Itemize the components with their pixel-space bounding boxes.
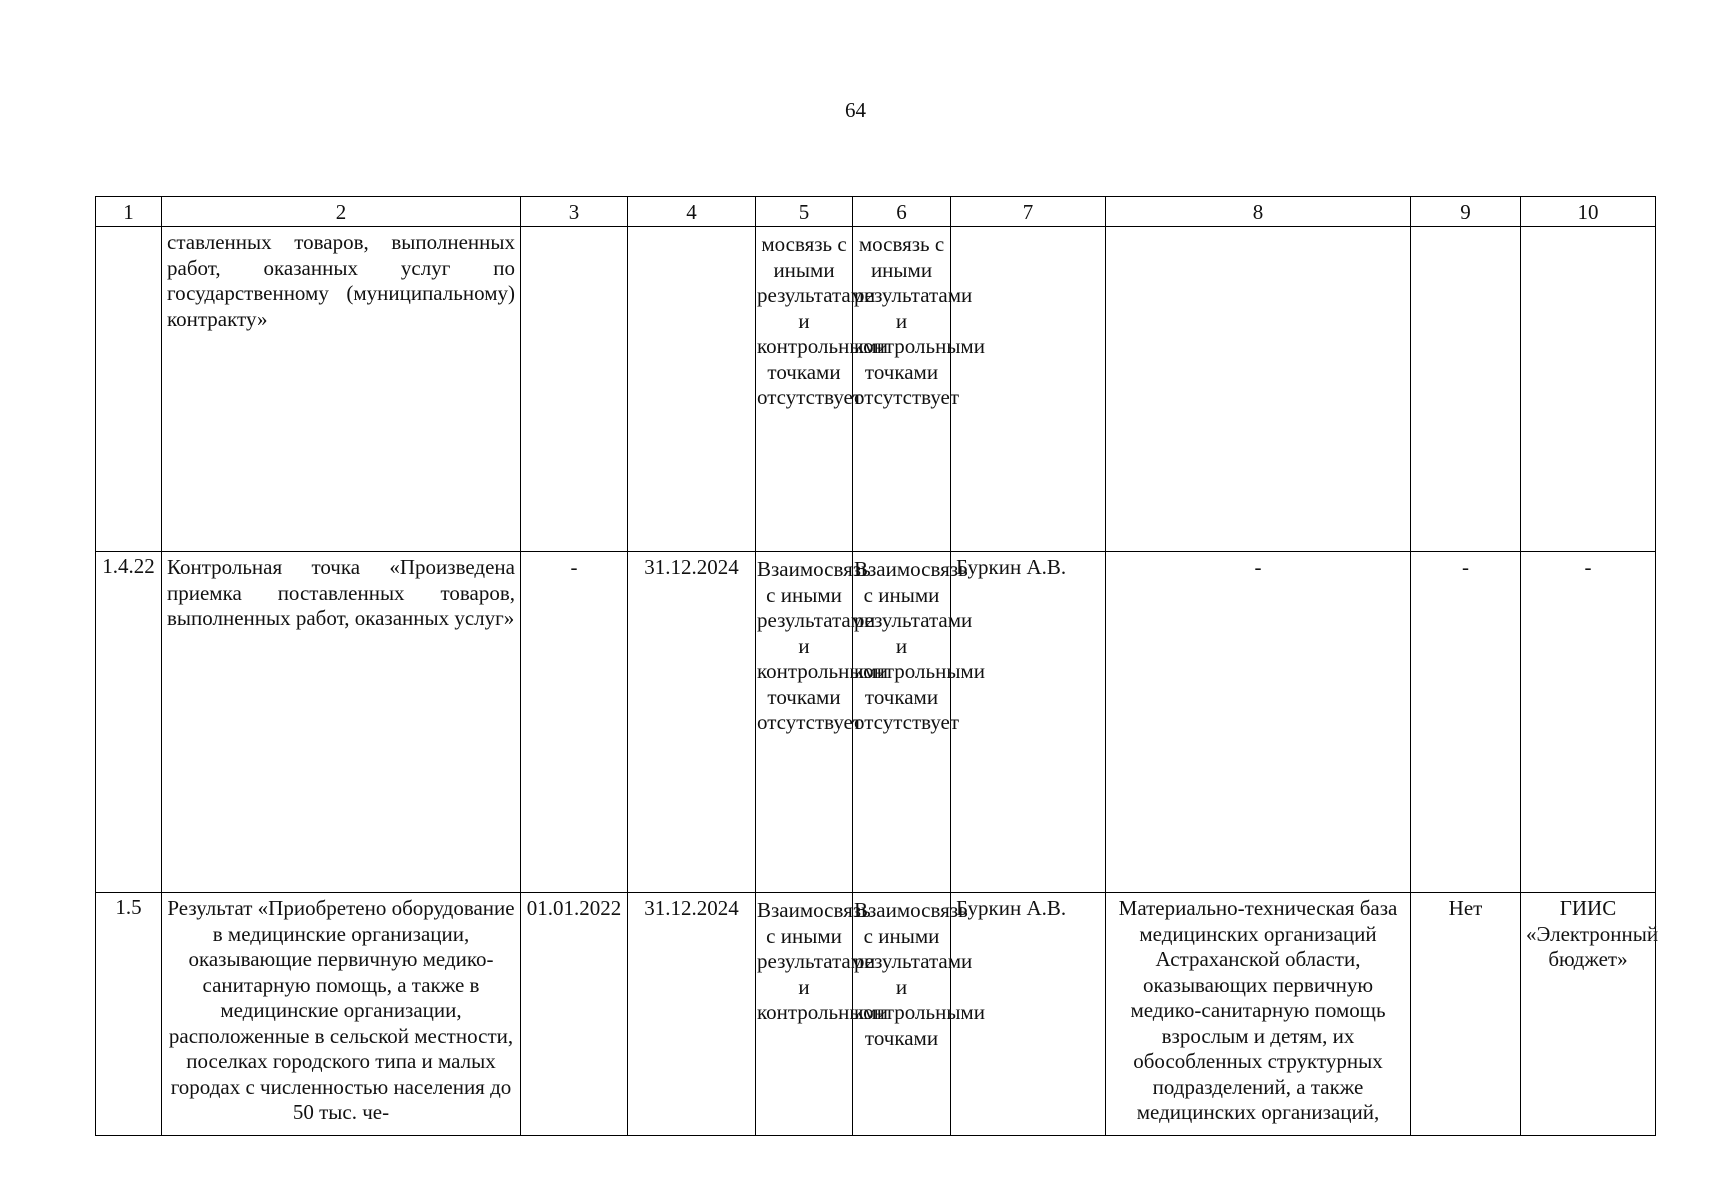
flag-cell: Нет [1411, 893, 1521, 1136]
header-cell: 8 [1106, 197, 1411, 227]
responsible-cell: Буркин А.В. [951, 552, 1106, 893]
responsible-cell: Буркин А.В. [951, 893, 1106, 1136]
system-cell: ГИИС «Электронный бюджет» [1521, 893, 1656, 1136]
header-cell: 3 [521, 197, 628, 227]
header-cell: 6 [853, 197, 951, 227]
relation-cell-next: мосвязь с иными результатами и контрольными точками отсутствует [853, 227, 951, 552]
row-number-cell: 1.4.22 [96, 552, 162, 893]
description-cell: Материально-техническая база медицинских организаций Астраханской области, оказывающих первичную медико-санитарную помощь взрослым и детям, их обособленных структурных подразделений, а также медицинских организаций, [1106, 893, 1411, 1136]
header-cell: 9 [1411, 197, 1521, 227]
header-cell: 1 [96, 197, 162, 227]
header-cell: 2 [162, 197, 521, 227]
page-number: 64 [845, 98, 866, 122]
name-cell: ставленных товаров, выполненных работ, оказанных услуг по государственному (муниципальному) контракту» [162, 227, 521, 552]
flag-cell: - [1411, 552, 1521, 893]
relation-cell-previous: Взаимосвязь с иными результатами и контрольными точками отсутствует [756, 552, 853, 893]
relation-cell-previous: мосвязь с иными результатами и контрольными точками отсутствует [756, 227, 853, 552]
system-cell: - [1521, 552, 1656, 893]
start-date-cell: 01.01.2022 [521, 893, 628, 1136]
end-date-cell: 31.12.2024 [628, 552, 756, 893]
relation-cell-next: Взаимосвязь с иными результатами и контрольными точками [853, 893, 951, 1136]
header-row [96, 197, 1656, 227]
name-cell: Результат «Приобретено оборудование в медицинские организации, оказывающие первичную медико-санитарную помощь, а также в медицинские организации, расположенные в сельской местности, поселках городского типа и малых городах с численностью населения до 50 тыс. че- [162, 893, 521, 1136]
system-cell [1521, 227, 1656, 552]
start-date-cell [521, 227, 628, 552]
table-row [96, 893, 1656, 1136]
header-cell: 10 [1521, 197, 1656, 227]
end-date-cell [628, 227, 756, 552]
header-cell: 7 [951, 197, 1106, 227]
start-date-cell: - [521, 552, 628, 893]
relation-cell-next: Взаимосвязь с иными результатами и контрольными точками отсутствует [853, 552, 951, 893]
plan-table [95, 196, 1659, 1136]
flag-cell [1411, 227, 1521, 552]
description-cell: - [1106, 552, 1411, 893]
table-row [96, 552, 1656, 893]
table-row [96, 227, 1656, 552]
row-number-cell [96, 227, 162, 552]
row-number-cell: 1.5 [96, 893, 162, 1136]
responsible-cell [951, 227, 1106, 552]
header-cell: 4 [628, 197, 756, 227]
relation-cell-previous: Взаимосвязь с иными результатами и контрольными [756, 893, 853, 1136]
description-cell [1106, 227, 1411, 552]
name-cell: Контрольная точка «Произведена приемка поставленных товаров, выполненных работ, оказанных услуг» [162, 552, 521, 893]
end-date-cell: 31.12.2024 [628, 893, 756, 1136]
header-cell: 5 [756, 197, 853, 227]
